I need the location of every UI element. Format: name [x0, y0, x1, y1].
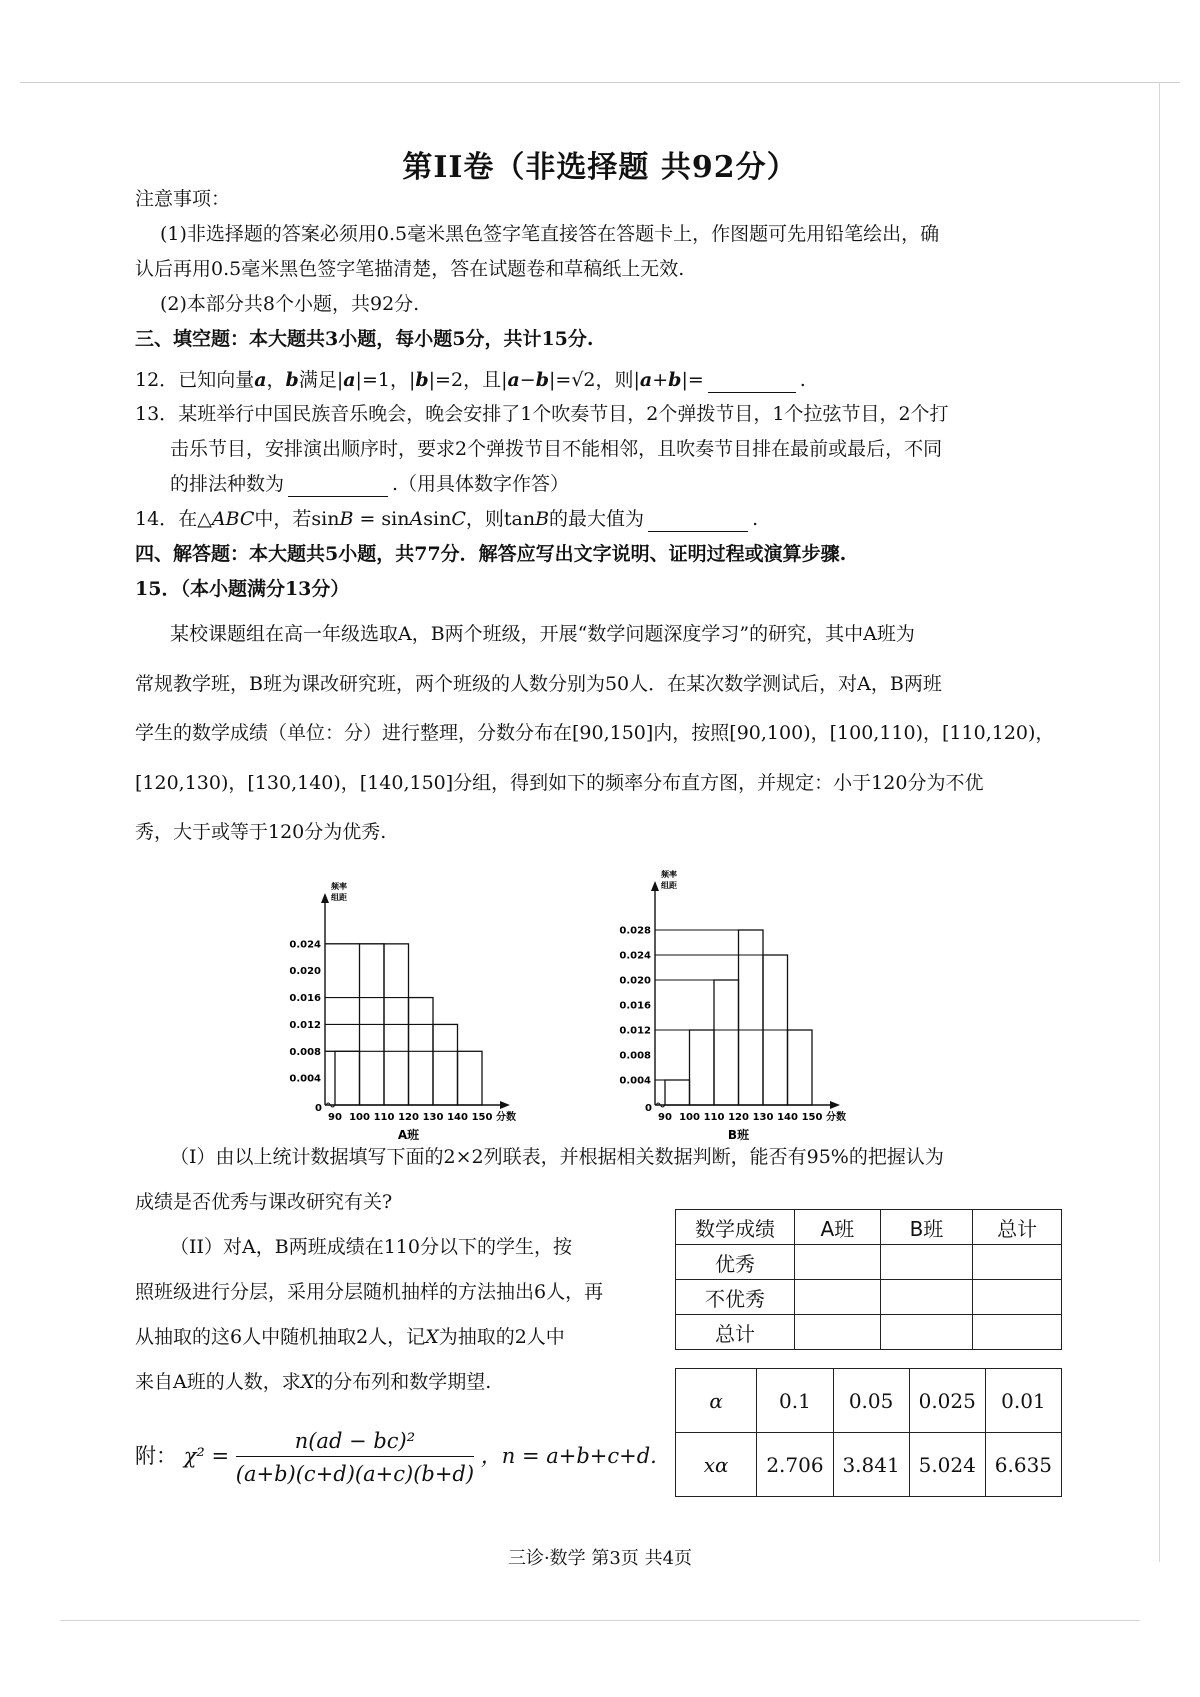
- table-header-cell: 数学成绩: [676, 1210, 795, 1245]
- alpha-value: 0.01: [985, 1369, 1061, 1433]
- chart-title: B班: [727, 1128, 750, 1142]
- part1-line1: （I）由以上统计数据填写下面的2×2列联表，并根据相关数据判断，能否有95%的把握认为: [170, 1146, 944, 1168]
- histogram-bar: [739, 930, 764, 1105]
- part2-line3: 从抽取的这6人中随机抽取2人，记X为抽取的2人中: [135, 1326, 565, 1348]
- x-alpha-value: 3.841: [833, 1433, 909, 1497]
- table-cell-empty[interactable]: [880, 1245, 973, 1280]
- table-cell-empty[interactable]: [973, 1280, 1062, 1315]
- contingency-table: [675, 1209, 1062, 1350]
- table-header-cell: 总计: [973, 1210, 1062, 1245]
- page-border-right: [1159, 82, 1160, 1562]
- y-tick-label: 0.020: [289, 966, 321, 978]
- part2-line1: （II）对A，B两班成绩在110分以下的学生，按: [170, 1236, 572, 1258]
- q15-paragraph-line4: [120,130)，[130,140)，[140,150]分组，得到如下的频率分布直方图，并规定：小于120分为不优: [135, 772, 984, 794]
- section-title: 第II卷（非选择题 共92分）: [402, 150, 798, 185]
- q15-paragraph-line1: 某校课题组在高一年级选取A，B两个班级，开展“数学问题深度学习”的研究，其中A班为: [170, 623, 915, 645]
- page-border-bottom: [60, 1620, 1140, 1621]
- table-header-cell: B班: [880, 1210, 973, 1245]
- x-tick-label: 150: [801, 1112, 823, 1123]
- y-tick-label: 0.020: [619, 975, 651, 987]
- table-cell-empty[interactable]: [795, 1245, 881, 1280]
- y-axis-label: 组距: [331, 893, 347, 902]
- notice-item1-line1: (1)非选择题的答案必须用0.5毫米黑色签字笔直接答在答题卡上，作图题可先用铅笔绘出，确: [160, 223, 940, 245]
- y-axis-label: 频率: [661, 870, 677, 879]
- alpha-value: 0.05: [833, 1369, 909, 1433]
- x-tick-label: 150: [471, 1112, 493, 1123]
- y-tick-label: 0.012: [619, 1025, 651, 1037]
- y-tick-label: 0.004: [289, 1073, 321, 1085]
- histogram-bar: [788, 1030, 813, 1105]
- x-tick-label: 110: [373, 1112, 395, 1123]
- question-13-line1: 13．某班举行中国民族音乐晚会，晚会安排了1个吹奏节目，2个弹拨节目，1个拉弦节目，2个打: [135, 403, 949, 425]
- table-header-cell: A班: [795, 1210, 881, 1245]
- q15-paragraph-line3: 学生的数学成绩（单位：分）进行整理，分数分布在[90,150]内，按照[90,100)，[100,110)，[110,120)，: [135, 722, 1055, 744]
- x-tick-label: 100: [349, 1112, 370, 1123]
- y-tick-label: 0.028: [619, 925, 651, 937]
- x-tick-label: 130: [422, 1112, 444, 1123]
- histogram-class-b: [615, 870, 915, 1142]
- x-tick-label: 130: [752, 1112, 774, 1123]
- table-cell-empty[interactable]: [880, 1315, 973, 1350]
- formula-fraction: $\frac{\text{n(ad − bc)²}}{(a+b)(c+d)(a+c)(b+d)}$: [235, 1429, 475, 1486]
- x-tick-label: 100: [679, 1112, 700, 1123]
- origin-label: 0: [315, 1103, 322, 1114]
- notice-item1-line2: 认后再用0.5毫米黑色签字笔描清楚，答在试题卷和草稿纸上无效.: [135, 258, 685, 280]
- x-alpha-value: 5.024: [909, 1433, 985, 1497]
- histogram-class-a: [285, 875, 585, 1140]
- y-tick-label: 0.008: [619, 1050, 651, 1062]
- y-axis-arrow: [321, 893, 329, 903]
- origin-label: 0: [645, 1103, 652, 1114]
- histogram-bar: [714, 980, 739, 1105]
- x-axis-label: 分数: [496, 1112, 516, 1123]
- x-tick-label: 120: [728, 1112, 749, 1123]
- y-tick-label: 0.004: [619, 1075, 651, 1087]
- q15-paragraph-line5: 秀，大于或等于120分为优秀.: [135, 821, 387, 843]
- y-tick-label: 0.016: [289, 993, 321, 1005]
- chart-title: A班: [397, 1128, 420, 1142]
- question-15-heading: 15．（本小题满分13分）: [135, 578, 350, 600]
- table-row-label: 总计: [676, 1315, 795, 1350]
- y-axis-arrow: [651, 881, 659, 891]
- critical-value-table: [675, 1368, 1062, 1497]
- alpha-value: 0.1: [757, 1369, 833, 1433]
- y-axis-label: 组距: [661, 881, 677, 890]
- x-tick-label: 90: [328, 1112, 342, 1123]
- table-cell-empty[interactable]: [795, 1315, 881, 1350]
- y-tick-label: 0.024: [289, 939, 321, 951]
- table-cell-empty[interactable]: [973, 1315, 1062, 1350]
- x-alpha-value: 6.635: [985, 1433, 1061, 1497]
- q15-paragraph-line2: 常规教学班，B班为课改研究班，两个班级的人数分别为50人．在某次数学测试后，对A，B两班: [135, 673, 942, 695]
- x-axis-label: 分数: [826, 1112, 846, 1123]
- notice-item2: (2)本部分共8个小题，共92分.: [160, 293, 420, 315]
- y-tick-label: 0.016: [619, 1000, 651, 1012]
- page-border-top: [20, 82, 1180, 83]
- x-axis-arrow: [830, 1101, 840, 1109]
- histogram-bar: [458, 1051, 483, 1105]
- x-alpha-value: 2.706: [757, 1433, 833, 1497]
- histogram-bar: [335, 1051, 360, 1105]
- part2-line4: 来自A班的人数，求X的分布列和数学期望.: [135, 1371, 492, 1393]
- y-axis-label: 频率: [331, 882, 347, 891]
- question-13-line2: 击乐节目，安排演出顺序时，要求2个弹拨节目不能相邻，且吹奏节目排在最前或最后，不同: [170, 438, 943, 460]
- question-13-line3: 的排法种数为 .（用具体数字作答）: [170, 473, 570, 495]
- answer-blank-13[interactable]: [288, 478, 388, 497]
- histogram-bar: [433, 1024, 458, 1105]
- x-tick-label: 120: [398, 1112, 419, 1123]
- x-tick-label: 90: [658, 1112, 672, 1123]
- table-cell-empty[interactable]: [973, 1245, 1062, 1280]
- table-row-label: 不优秀: [676, 1280, 795, 1315]
- y-tick-label: 0.012: [289, 1019, 321, 1031]
- x-tick-label: 140: [447, 1112, 468, 1123]
- x-tick-label: 140: [777, 1112, 798, 1123]
- question-12: 12．已知向量a，b满足|a|=1，|b|=2，且|a−b|=√2，则|a+b|= .: [135, 369, 806, 391]
- histogram-bar: [665, 1080, 690, 1105]
- answer-blank-14[interactable]: [648, 513, 748, 532]
- page-footer: 三诊·数学 第3页 共4页: [507, 1548, 693, 1569]
- table-cell-empty[interactable]: [795, 1280, 881, 1315]
- section3-heading: 三、填空题：本大题共3小题，每小题5分，共计15分.: [135, 328, 594, 350]
- x-axis-arrow: [500, 1101, 510, 1109]
- part2-line2: 照班级进行分层，采用分层随机抽样的方法抽出6人，再: [135, 1281, 604, 1303]
- alpha-label: α: [676, 1369, 757, 1433]
- section4-heading: 四、解答题：本大题共5小题，共77分．解答应写出文字说明、证明过程或演算步骤.: [135, 543, 847, 565]
- answer-blank-12[interactable]: [708, 374, 796, 393]
- alpha-value: 0.025: [909, 1369, 985, 1433]
- y-tick-label: 0.024: [619, 950, 651, 962]
- y-tick-label: 0.008: [289, 1046, 321, 1058]
- x-tick-label: 110: [703, 1112, 725, 1123]
- question-14: 14．在△ABC中，若sinB = sinAsinC，则tanB的最大值为 .: [135, 508, 759, 530]
- part1-line2: 成绩是否优秀与课改研究有关?: [135, 1191, 393, 1213]
- notice-heading: 注意事项：: [135, 188, 231, 210]
- table-row-label: 优秀: [676, 1245, 795, 1280]
- x-alpha-label: xα: [676, 1433, 757, 1497]
- histogram-bar: [690, 1030, 715, 1105]
- table-cell-empty[interactable]: [880, 1280, 973, 1315]
- chi-square-formula: 附： χ² = $\frac{\text{n(ad − bc)²}}{(a+b)(c+d)(a+c)(b+d)}$ ，n = a+b+c+d.: [135, 1429, 657, 1486]
